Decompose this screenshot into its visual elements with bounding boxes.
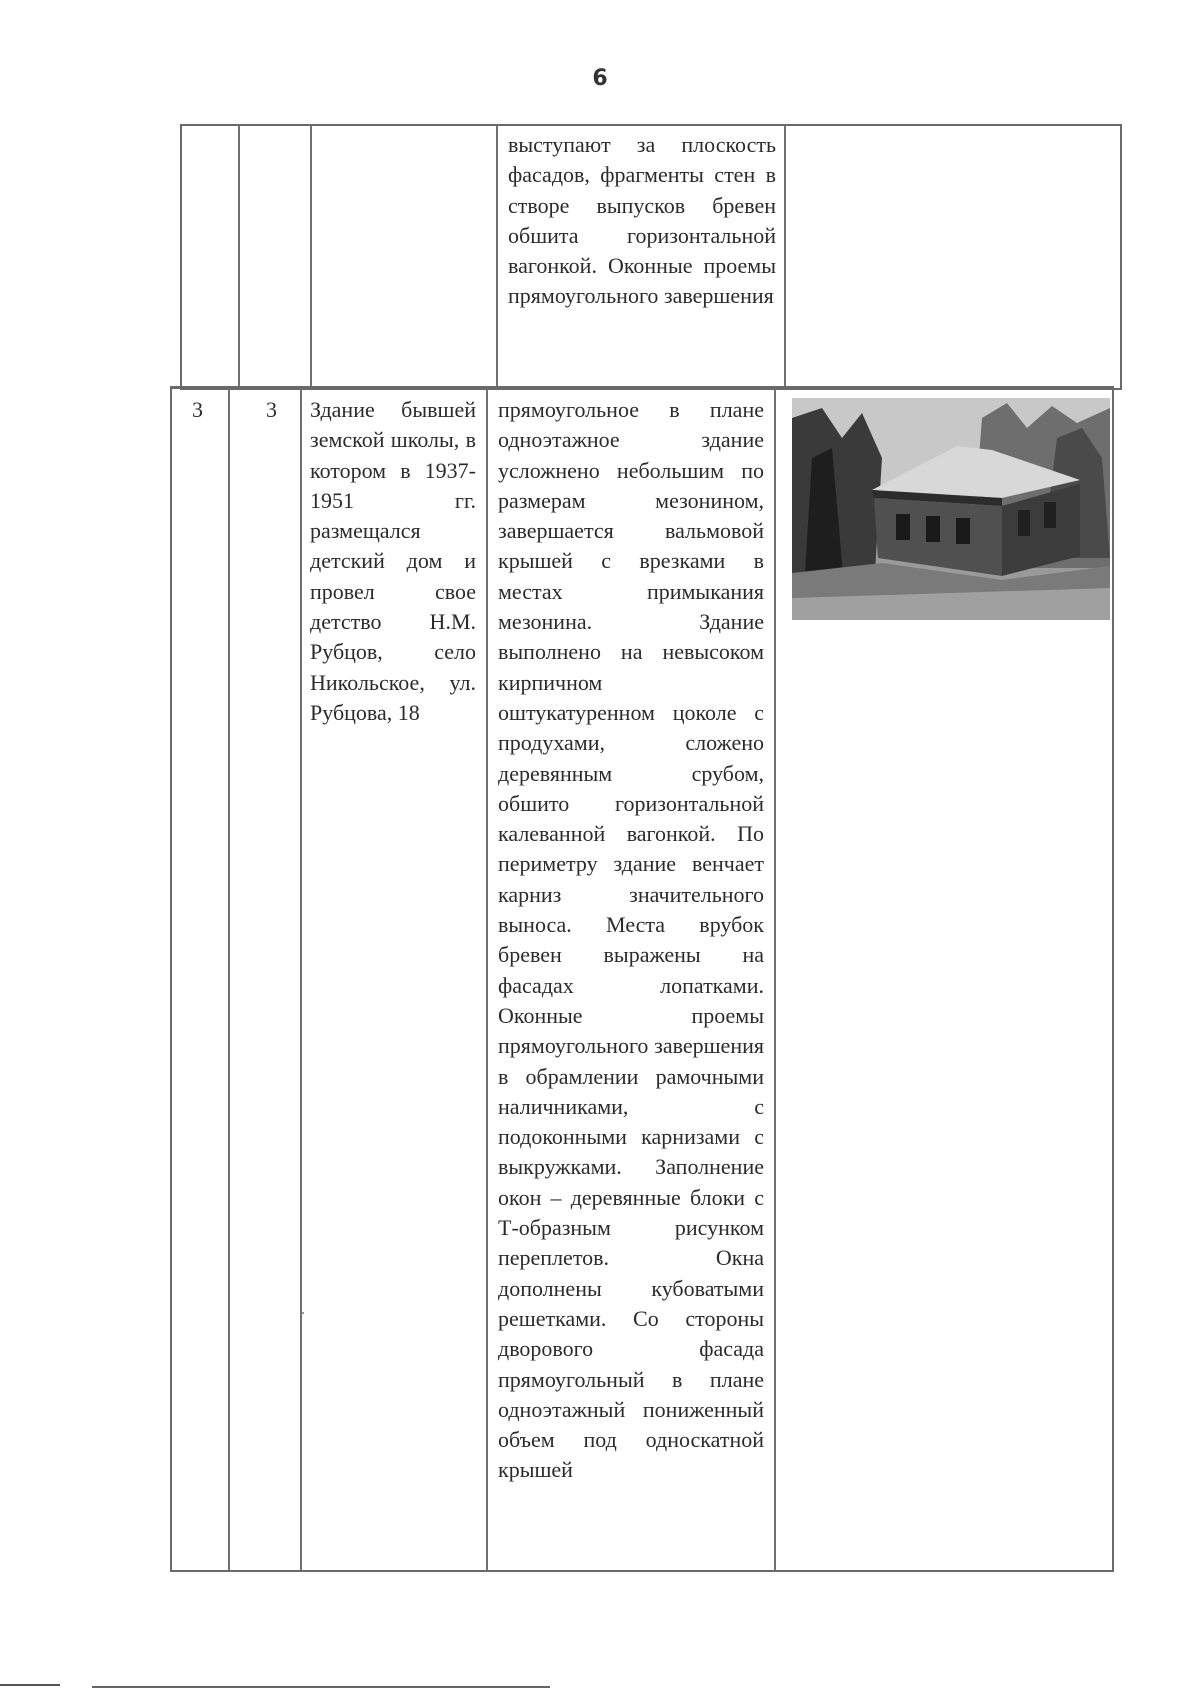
description-cell: прямоугольное в плане одноэтажное здание усложнено небольшим по размерам мезонином, завершается вальмовой крышей с врезками в местах примыкания мезонина. Здание выполнено на невысоком кирпичном оштукатуренном цоколе с продухами, сложено деревянным срубом, обшито горизонтальной калеванной вагонкой. По периметру здание венчает карниз значительного выноса. Места врубок бревен выражены на фасадах лопатками. Оконные проемы прямоугольного завершения в обрамлении рамочными наличниками, с подоконными карнизами с выкружками. Заполнение окон – деревянные блоки с Т-образным рисунком переплетов. Окна дополнены кубоватыми решетками. Со стороны дворового фасада прямоугольный в плане одноэтажный пониженный объем под односкатной крышей [498, 397, 764, 1483]
column-divider [238, 126, 240, 388]
column-divider [784, 126, 786, 388]
column-divider [228, 389, 230, 1570]
building-photo [792, 398, 1110, 620]
column-divider [486, 389, 488, 1570]
object-number-cell: 3 [266, 397, 277, 422]
description-cell: выступают за плоскость фасадов, фрагменты стен в створе выпусков бревен обшита горизонтальной вагонкой. Оконные проемы прямоугольного завершения [508, 132, 776, 309]
name-address-cell: Здание бывшей земской школы, в котором в 1937-1951 гг. размещался детский дом и провел свое детство Н.М. Рубцов, село Никольское, ул. Рубцова, 18 [310, 397, 476, 725]
table-row-continued [180, 124, 1122, 390]
footer-rule [0, 1684, 60, 1686]
column-divider [774, 389, 776, 1570]
row-number-cell: 3 [192, 397, 203, 422]
column-divider [300, 389, 302, 1570]
scan-speck [302, 1312, 304, 1314]
column-divider [310, 126, 312, 388]
page-number: 6 [592, 66, 608, 91]
column-divider [496, 126, 498, 388]
footer-rule [92, 1686, 550, 1688]
